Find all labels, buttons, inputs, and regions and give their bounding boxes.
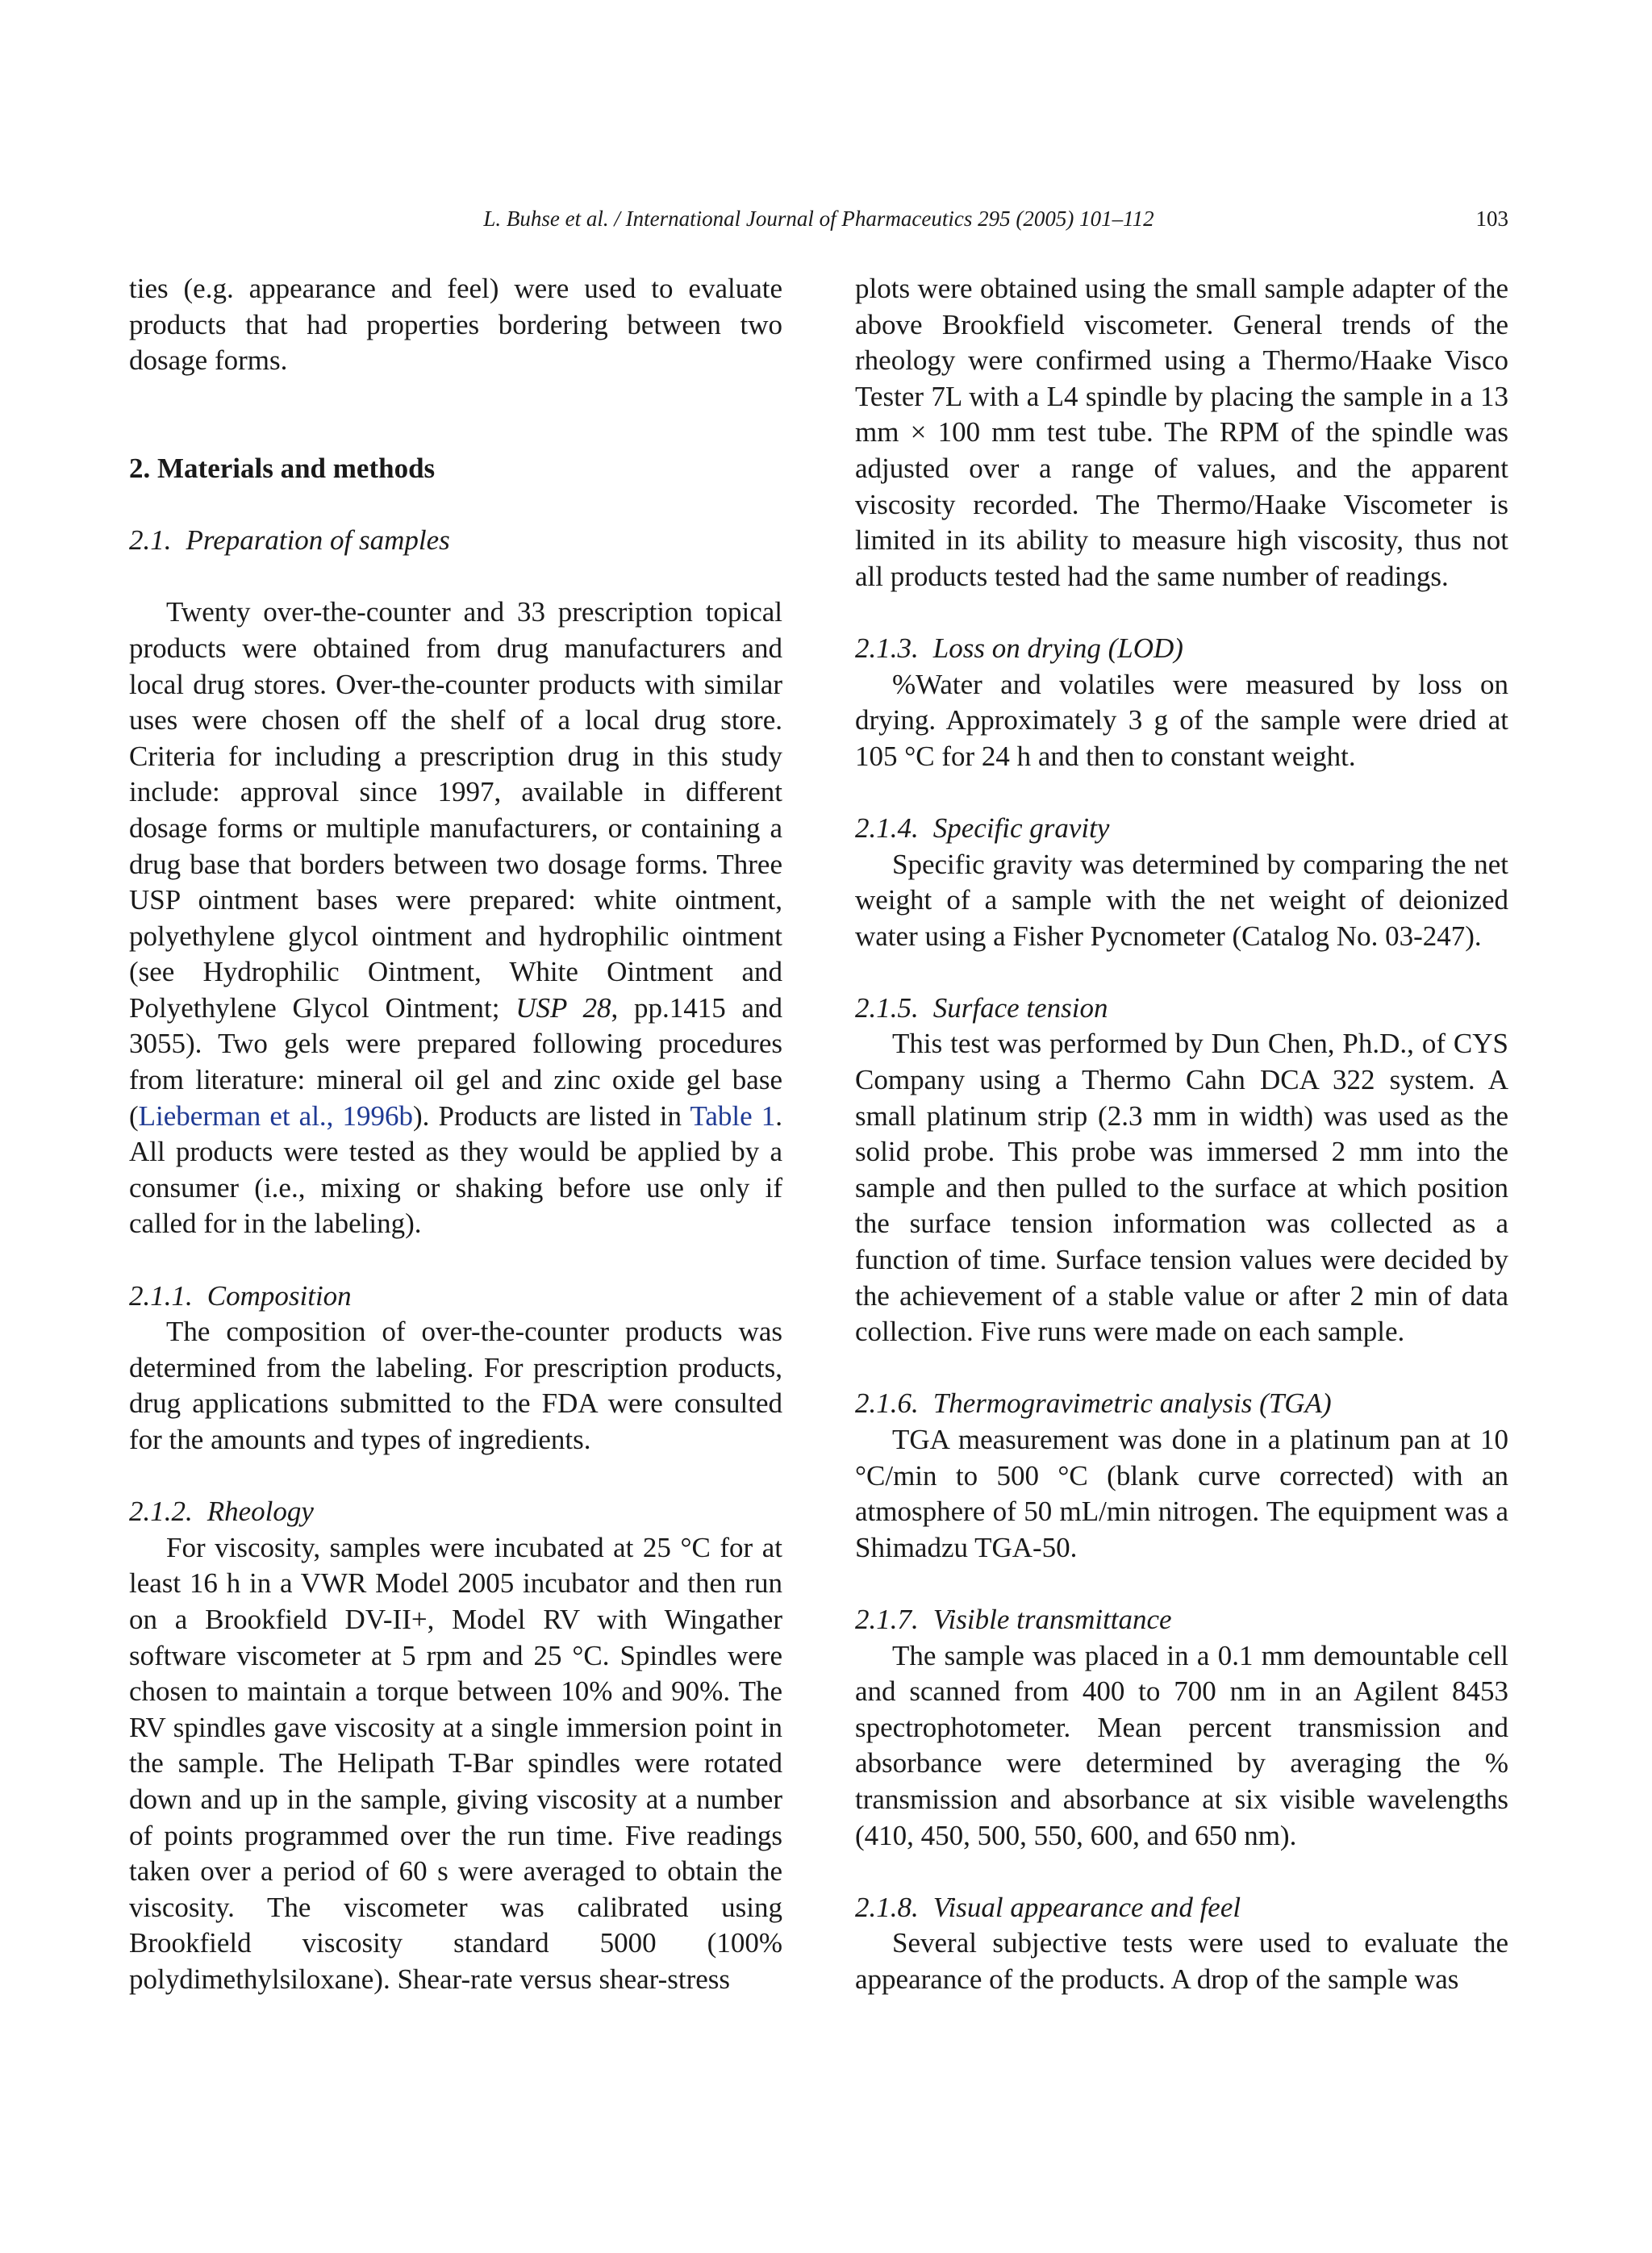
subsection-title: Loss on drying (LOD)	[932, 632, 1183, 664]
usp-reference: USP 28	[515, 991, 611, 1024]
paragraph-text: ). Products are listed in	[413, 1099, 690, 1132]
subsection-number: 2.1.6.	[855, 1387, 919, 1420]
subsection-title: Visual appearance and feel	[932, 1891, 1241, 1923]
citation-link-lieberman[interactable]: Lieberman et al., 1996b	[138, 1099, 413, 1132]
left-column	[129, 271, 782, 1998]
subsection-title: Preparation of samples	[186, 524, 450, 557]
right-column	[855, 271, 1508, 1998]
surface-tension-paragraph: This test was performed by Dun Chen, Ph.D., of CYS Company using a Thermo Cahn DCA 322 system. A small platinum strip (2.3 mm in width) was used as the solid probe. This probe was immersed 2 mm into the sample and then pulled to the surface at which position the surface tension information was collected as a function of time. Surface tension values were decided by the achievement of a stable value or after 2 min of data collection. Five runs were made on each sample.	[855, 1028, 1508, 1348]
preparation-paragraph	[129, 595, 782, 1242]
subsection-heading-tga	[855, 1386, 1508, 1422]
subsection-heading-rheology	[129, 1494, 782, 1530]
intro-continuation: ties (e.g. appearance and feel) were used to evaluate products that had properties bordering between two dosage forms.	[129, 273, 782, 377]
paragraph-text: . All products were tested as they would be applied by a consumer (i.e., mixing or shaking before use only if called for in the labeling).	[129, 1099, 782, 1240]
visible-transmittance-paragraph: The sample was placed in a 0.1 mm demountable cell and scanned from 400 to 700 nm in an Agilent 8453 spectrophotometer. Mean percent transmission and absorbance were determined by averaging the % transmission and absorbance at six visible wavelengths (410, 450, 500, 550, 600, and 650 nm).	[855, 1639, 1508, 1851]
section-heading-materials-methods: 2. Materials and methods	[129, 452, 436, 484]
journal-citation: L. Buhse et al. / International Journal of Pharmaceutics 295 (2005) 101–112	[483, 207, 1154, 231]
subsection-number: 2.1.1.	[129, 1279, 193, 1312]
table-1-link[interactable]: Table 1	[690, 1099, 776, 1132]
rheology-continuation: plots were obtained using the small sample adapter of the above Brookfield viscometer. General trends of the rheology were confirmed using a Thermo/Haake Visco Tester 7L with a L4 spindle by placing the sample in a 13 mm × 100 mm test tube. The RPM of the spindle was adjusted over a range of values, and the apparent viscosity recorded. The Thermo/Haake Viscometer is limited in its ability to measure high viscosity, thus not all products tested had the same number of readings.	[855, 273, 1508, 592]
composition-paragraph: The composition of over-the-counter products was determined from the labeling. For prescription products, drug applications submitted to the FDA were consulted for the amounts and types of ingredients.	[129, 1316, 782, 1455]
paragraph-text: , pp.1415 and 3055). Two gels were prepared following procedures from literature: mineral oil gel and zinc oxide gel base (	[129, 991, 782, 1132]
subsection-number: 2.1.3.	[855, 632, 919, 664]
subsection-heading-composition	[129, 1279, 782, 1315]
subsection-title: Composition	[206, 1279, 352, 1312]
subsection-title: Thermogravimetric analysis (TGA)	[932, 1387, 1332, 1420]
subsection-number: 2.1.4.	[855, 811, 919, 844]
subsection-title: Specific gravity	[932, 811, 1110, 844]
subsection-number: 2.1.	[129, 524, 172, 557]
specific-gravity-paragraph: Specific gravity was determined by comparing the net weight of a sample with the net weight of deionized water using a Fisher Pycnometer (Catalog No. 03-247).	[855, 848, 1508, 952]
subsection-heading-specific-gravity	[855, 811, 1508, 847]
subsection-heading-preparation	[129, 523, 782, 559]
page-number: 103	[1475, 207, 1508, 231]
subsection-heading-appearance-feel	[855, 1890, 1508, 1926]
tga-paragraph: TGA measurement was done in a platinum pan at 10 °C/min to 500 °C (blank curve corrected) with an atmosphere of 50 mL/min nitrogen. The equipment was a Shimadzu TGA-50.	[855, 1424, 1508, 1563]
subsection-heading-surface-tension	[855, 991, 1508, 1027]
subsection-title: Surface tension	[932, 991, 1108, 1024]
subsection-heading-visible-transmittance	[855, 1602, 1508, 1638]
appearance-feel-paragraph: Several subjective tests were used to evaluate the appearance of the products. A drop of the sample was	[855, 1927, 1508, 1995]
subsection-number: 2.1.8.	[855, 1891, 919, 1923]
running-header	[129, 207, 1508, 239]
subsection-number: 2.1.2.	[129, 1496, 193, 1528]
lod-paragraph: %Water and volatiles were measured by loss on drying. Approximately 3 g of the sample were dried at 105 °C for 24 h and then to constant weight.	[855, 668, 1508, 772]
subsection-title: Rheology	[206, 1496, 314, 1528]
rheology-paragraph: For viscosity, samples were incubated at 25 °C for at least 16 h in a VWR Model 2005 incubator and then run on a Brookfield DV-II+, Model RV with Wingather software viscometer at 5 rpm and 25 °C. Spindles were chosen to maintain a torque between 10% and 90%. The RV spindles gave viscosity at a single immersion point in the sample. The Helipath T-Bar spindles were rotated down and up in the sample, giving viscosity at a number of points programmed over the run time. Five readings taken over a period of 60 s were averaged to obtain the viscosity. The viscometer was calibrated using Brookfield viscosity standard 5000 (100% polydimethylsiloxane). Shear-rate versus shear-stress	[129, 1531, 782, 1995]
subsection-title: Visible transmittance	[932, 1603, 1172, 1635]
subsection-number: 2.1.5.	[855, 991, 919, 1024]
paragraph-text: Twenty over-the-counter and 33 prescription topical products were obtained from drug manufacturers and local drug stores. Over-the-counter products with similar uses were chosen off the shelf of a local drug store. Criteria for including a prescription drug in this study include: approval since 1997, available in different dosage forms or multiple manufacturers, or containing a drug base that borders between two dosage forms. Three USP ointment bases were prepared: white ointment, polyethylene glycol ointment and hydrophilic ointment (see Hydrophilic Ointment, White Ointment and Polyethylene Glycol Ointment;	[129, 596, 782, 1024]
subsection-number: 2.1.7.	[855, 1603, 919, 1635]
subsection-heading-lod	[855, 631, 1508, 667]
